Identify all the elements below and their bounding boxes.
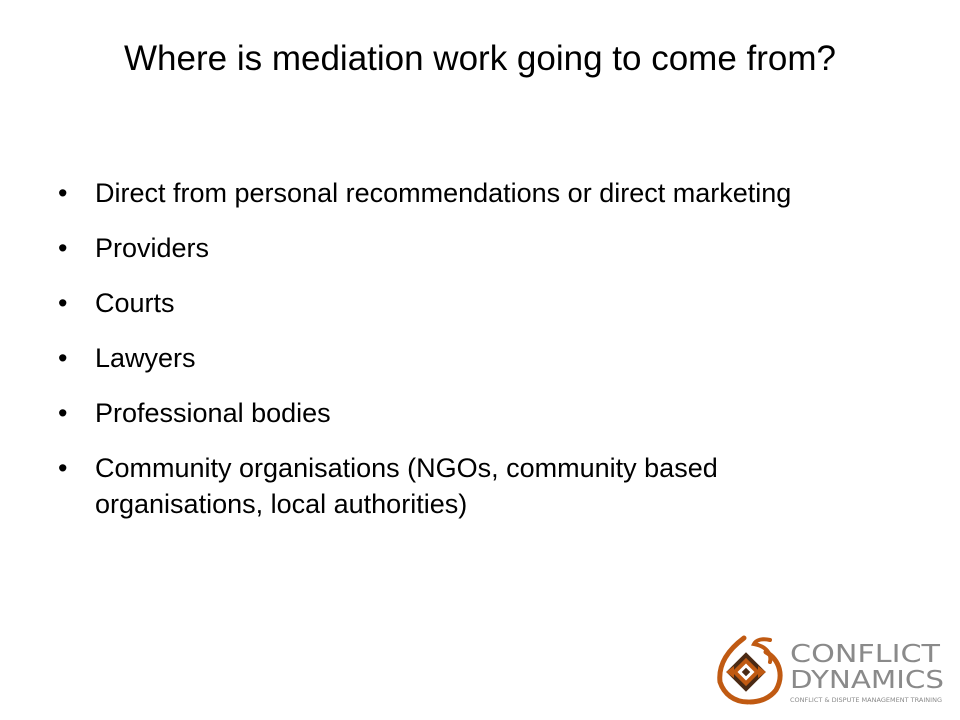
bullet-item: • Lawyers [58,340,888,376]
conflict-dynamics-logo-icon [720,638,780,702]
bullet-item: • Direct from personal recommendations or direct marketing [58,175,888,211]
slide-title: Where is mediation work going to come from? [124,39,836,78]
bullet-list [58,175,888,541]
logo-line1: CONFLICT [790,639,941,668]
bullet-item: • Providers [58,230,888,266]
logo-tagline: CONFLICT & DISPUTE MANAGEMENT TRAINING [790,697,943,704]
bullet-item: • Professional bodies [58,395,888,431]
bullet-item: • Community organisations (NGOs, community based organisations, local authorities) [58,450,888,522]
bullet-item: • Courts [58,285,888,321]
logo-line2: DYNAMICS [790,665,944,694]
conflict-dynamics-logo [708,632,948,710]
